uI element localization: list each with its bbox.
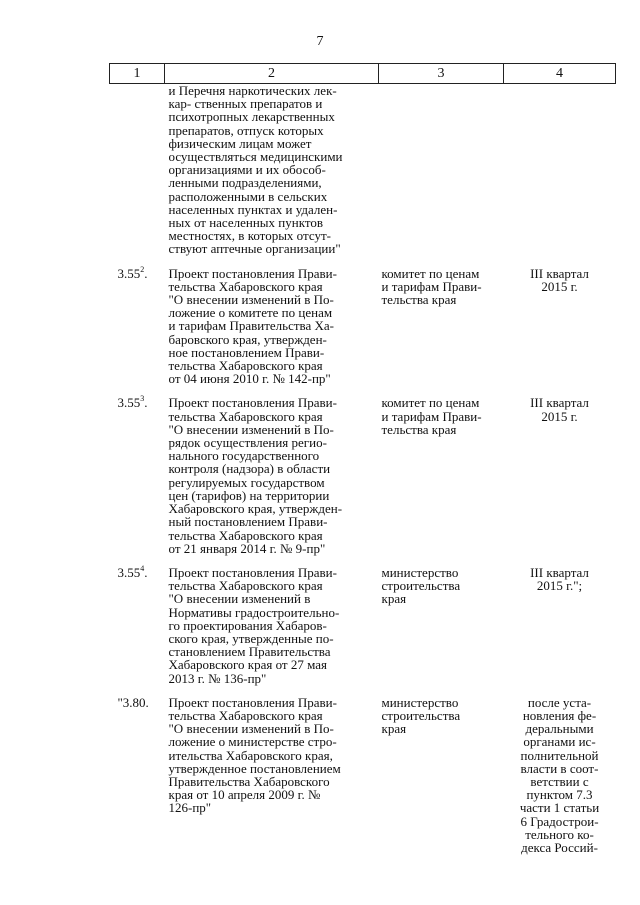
document-title-line: ского края, утвержденные по- [168, 630, 334, 646]
continuation-text-line: кар- ственных препаратов и [168, 96, 323, 112]
document-title-line: ложение о министерстве стро- [168, 734, 337, 750]
continuation-text-line: осуществляться медицинскими [168, 149, 343, 165]
document-title-line: становлением Правительства [168, 644, 331, 660]
document-title-cell [165, 566, 379, 696]
deadline-cell [504, 566, 616, 696]
deadline-line: III квартал [530, 265, 589, 281]
continuation-term-cell [504, 84, 616, 267]
document-title-line: Проект постановления Прави- [168, 395, 337, 411]
document-title-line: тельства Хабаровского края [168, 578, 323, 594]
column-header-4: 4 [504, 64, 616, 84]
item-number-suffix: . [144, 265, 148, 281]
item-number-cell [110, 563, 165, 696]
table-row [110, 566, 616, 696]
document-title-cell [165, 396, 379, 565]
document-title-line: тельства Хабаровского края [168, 278, 323, 294]
continuation-text-line: расположенными в сельских [168, 188, 328, 204]
table-header-row [110, 64, 616, 84]
deadline-line: органами ис- [523, 734, 596, 750]
deadline-line: ветствии с [530, 773, 589, 789]
item-number-suffix: . [144, 395, 148, 411]
deadline-line: 6 Градострои- [520, 813, 599, 829]
continuation-text-line: психотропных лекарственных [168, 109, 335, 125]
responsible-body-line: министерство [381, 694, 459, 710]
responsible-body-line: комитет по ценам [381, 395, 480, 411]
deadline-cell [504, 696, 616, 865]
continuation-resp-cell [379, 84, 504, 267]
document-title-line: тельства Хабаровского края [168, 707, 323, 723]
deadline-cell [504, 267, 616, 397]
document-title-line: Правительства Хабаровского [168, 773, 330, 789]
document-title-line: ложение о комитете по ценам [168, 305, 333, 321]
document-title-line: Проект постановления Прави- [168, 265, 337, 281]
continuation-text-cell [165, 84, 379, 267]
document-title-line: ное постановлением Прави- [168, 344, 325, 360]
document-title-cell [165, 696, 379, 865]
document-title-line: нального государственного [168, 448, 320, 464]
document-title-cell [165, 267, 379, 397]
deadline-line: полнительной [520, 747, 599, 763]
responsible-body-line: комитет по ценам [381, 265, 480, 281]
deadline-line: 2015 г. [541, 278, 578, 294]
table-body [110, 84, 616, 866]
responsible-body-cell [379, 267, 504, 397]
deadline-line: части 1 статьи [519, 800, 600, 816]
continuation-text-line: препаратов, отпуск которых [168, 122, 324, 138]
deadline-line: 2015 г."; [536, 578, 583, 594]
column-header-2: 2 [165, 64, 379, 84]
document-title-line: цен (тарифов) на территории [168, 487, 330, 503]
deadline-line: декса Россий- [521, 839, 598, 855]
deadline-line: пунктом 7.3 [526, 787, 593, 803]
deadline-line: 2015 г. [541, 408, 578, 424]
deadline-line: новления фе- [522, 707, 597, 723]
document-title-line: тельства Хабаровского края [168, 358, 323, 374]
deadline-line: деральными [525, 721, 594, 737]
continuation-text-line: физическим лицам может [168, 135, 312, 151]
document-title-line: контроля (надзора) в области [168, 461, 331, 477]
deadline-line: тельного ко- [525, 826, 594, 842]
item-number: 3.55 [117, 265, 141, 281]
document-title-line: края от 10 апреля 2009 г. № [168, 787, 321, 803]
continuation-text-line: местностях, в которых отсут- [168, 228, 331, 244]
item-number-cell [110, 696, 165, 865]
deadline-line: власти в соот- [520, 760, 599, 776]
document-title-line: Хабаровского края, утвержден- [168, 501, 343, 517]
document-title-line: "О внесении изменений в По- [168, 721, 334, 737]
responsible-body-cell [379, 566, 504, 696]
responsible-body-line: строительства [381, 707, 461, 723]
document-title-line: ный постановлением Прави- [168, 514, 328, 530]
item-number-superscript: 3 [140, 394, 145, 404]
document-title-line: и тарифам Правительства Ха- [168, 318, 334, 334]
document-title-line: Проект постановления Прави- [168, 564, 337, 580]
document-title-line: от 21 января 2014 г. № 9-пр" [168, 540, 326, 556]
responsible-body-cell [379, 696, 504, 865]
item-number: 3.55 [117, 564, 141, 580]
document-title-line: от 04 июня 2010 г. № 142-пр" [168, 371, 331, 387]
document-title-line: "О внесении изменений в По- [168, 292, 334, 308]
item-number-superscript: 4 [140, 563, 145, 573]
continuation-text-line: населенных пунктах и удален- [168, 201, 338, 217]
document-title-line: 126-пр" [168, 800, 212, 816]
document-title-line: го проектирования Хабаров- [168, 617, 327, 633]
responsible-body-line: тельства края [381, 292, 457, 308]
item-number-cell [110, 264, 165, 397]
deadline-line: после уста- [527, 694, 592, 710]
item-number-superscript: 2 [140, 264, 145, 274]
responsible-body-line: и тарифам Прави- [381, 278, 482, 294]
plan-table [109, 63, 616, 865]
item-number-suffix: . [144, 564, 148, 580]
column-header-3: 3 [379, 64, 504, 84]
document-title-line: тельства Хабаровского края [168, 408, 323, 424]
document-title-line: Хабаровского края от 27 мая [168, 657, 328, 673]
item-number: 3.55 [117, 395, 141, 411]
item-number-cell [110, 396, 165, 565]
table-row [110, 696, 616, 865]
responsible-body-cell [379, 396, 504, 565]
document-title-line: "О внесении изменений в По- [168, 421, 334, 437]
table-row [110, 396, 616, 565]
responsible-body-line: строительства [381, 578, 461, 594]
document-title-line: 2013 г. № 136-пр" [168, 670, 267, 686]
continuation-text-line: ленными подразделениями, [168, 175, 322, 191]
document-title-line: ительства Хабаровского края, [168, 747, 333, 763]
column-header-1: 1 [110, 64, 165, 84]
continuation-text-line: ствуют аптечные организации" [168, 241, 341, 257]
table-row [110, 267, 616, 397]
continuation-row [110, 84, 616, 267]
continuation-num-cell [110, 84, 165, 267]
deadline-line: III квартал [530, 564, 589, 580]
document-title-line: утвержденное постановлением [168, 760, 341, 776]
item-number: "3.80. [117, 694, 149, 710]
responsible-body-line: министерство [381, 564, 459, 580]
responsible-body-line: и тарифам Прави- [381, 408, 482, 424]
page-number: 7 [316, 34, 324, 49]
responsible-body-line: края [381, 591, 407, 607]
continuation-text-line: ных от населенных пунктов [168, 215, 323, 231]
document-title-line: баровского края, утвержден- [168, 331, 327, 347]
document-title-line: тельства Хабаровского края [168, 527, 323, 543]
continuation-text-line: организациями и их обособ- [168, 162, 326, 178]
document-title-line: Нормативы градостроительно- [168, 604, 340, 620]
document-title-line: Проект постановления Прави- [168, 694, 337, 710]
deadline-line: III квартал [530, 395, 589, 411]
responsible-body-line: тельства края [381, 421, 457, 437]
document-title-line: "О внесении изменений в [168, 591, 311, 607]
deadline-cell [504, 396, 616, 565]
continuation-text-line: и Перечня наркотических лек- [168, 83, 337, 98]
responsible-body-line: края [381, 721, 407, 737]
document-title-line: рядок осуществления регио- [168, 435, 327, 451]
document-title-line: регулируемых государством [168, 474, 325, 490]
